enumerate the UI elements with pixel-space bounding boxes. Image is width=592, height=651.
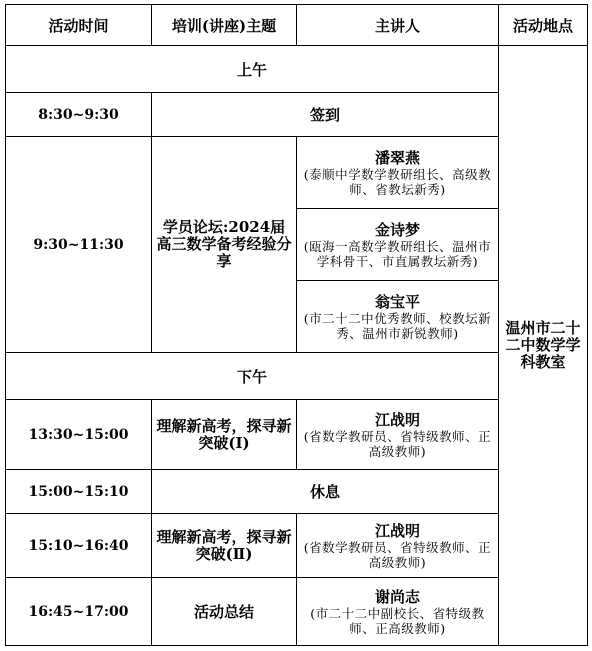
topic-cell: 学员论坛:2024届高三数学备考经验分享	[152, 137, 297, 353]
topic-cell: 签到	[152, 93, 499, 137]
header-topic: 培训(讲座)主题	[152, 5, 297, 46]
speaker-cell	[297, 514, 499, 578]
speaker-desc: (省数学教研员、省特级教师、正高级教师)	[303, 428, 492, 459]
speaker-desc: (瓯海一高数学教研组长、温州市学科骨干、市直属教坛新秀)	[303, 238, 492, 269]
speaker-cell	[297, 281, 499, 353]
speaker-cell	[297, 137, 499, 209]
speaker-desc: (泰顺中学数学教研组长、高级教师、省教坛新秀)	[303, 166, 492, 197]
time-cell: 15:10~16:40	[6, 514, 152, 578]
schedule-table	[5, 4, 588, 646]
speaker-desc: (省数学教研员、省特级教师、正高级教师)	[303, 539, 492, 570]
speaker-desc: (市二十二中优秀教师、校教坛新秀、温州市新锐教师)	[303, 310, 492, 341]
speaker-name: 金诗梦	[374, 220, 420, 239]
speaker-cell	[297, 400, 499, 470]
speaker-name: 翁宝平	[374, 292, 420, 311]
time-cell: 13:30~15:00	[6, 400, 152, 470]
topic-cell: 理解新高考，探寻新突破(Ⅰ)	[152, 400, 297, 470]
header-speaker: 主讲人	[297, 5, 499, 46]
speaker-cell	[297, 209, 499, 281]
speaker-desc: (市二十二中副校长、省特级教师、正高级教师)	[310, 605, 485, 636]
header-time: 活动时间	[6, 5, 152, 46]
header-row	[6, 5, 588, 46]
location-cell: 温州市二十二中数学学科教室	[499, 46, 588, 646]
section-morning: 上午	[6, 46, 499, 93]
header-location: 活动地点	[499, 5, 588, 46]
time-cell: 8:30~9:30	[6, 93, 152, 137]
topic-cell: 休息	[152, 470, 499, 514]
speaker-name: 谢尚志	[374, 587, 420, 606]
speaker-cell	[297, 578, 499, 646]
section-row-morning	[6, 46, 588, 93]
section-afternoon: 下午	[6, 353, 499, 400]
time-cell: 15:00~15:10	[6, 470, 152, 514]
time-cell: 16:45~17:00	[6, 578, 152, 646]
speaker-name: 江战明	[374, 521, 420, 540]
time-cell: 9:30~11:30	[6, 137, 152, 353]
topic-cell: 活动总结	[152, 578, 297, 646]
speaker-name: 潘翠燕	[374, 148, 420, 167]
topic-cell: 理解新高考，探寻新突破(Ⅱ)	[152, 514, 297, 578]
speaker-name: 江战明	[374, 410, 420, 429]
